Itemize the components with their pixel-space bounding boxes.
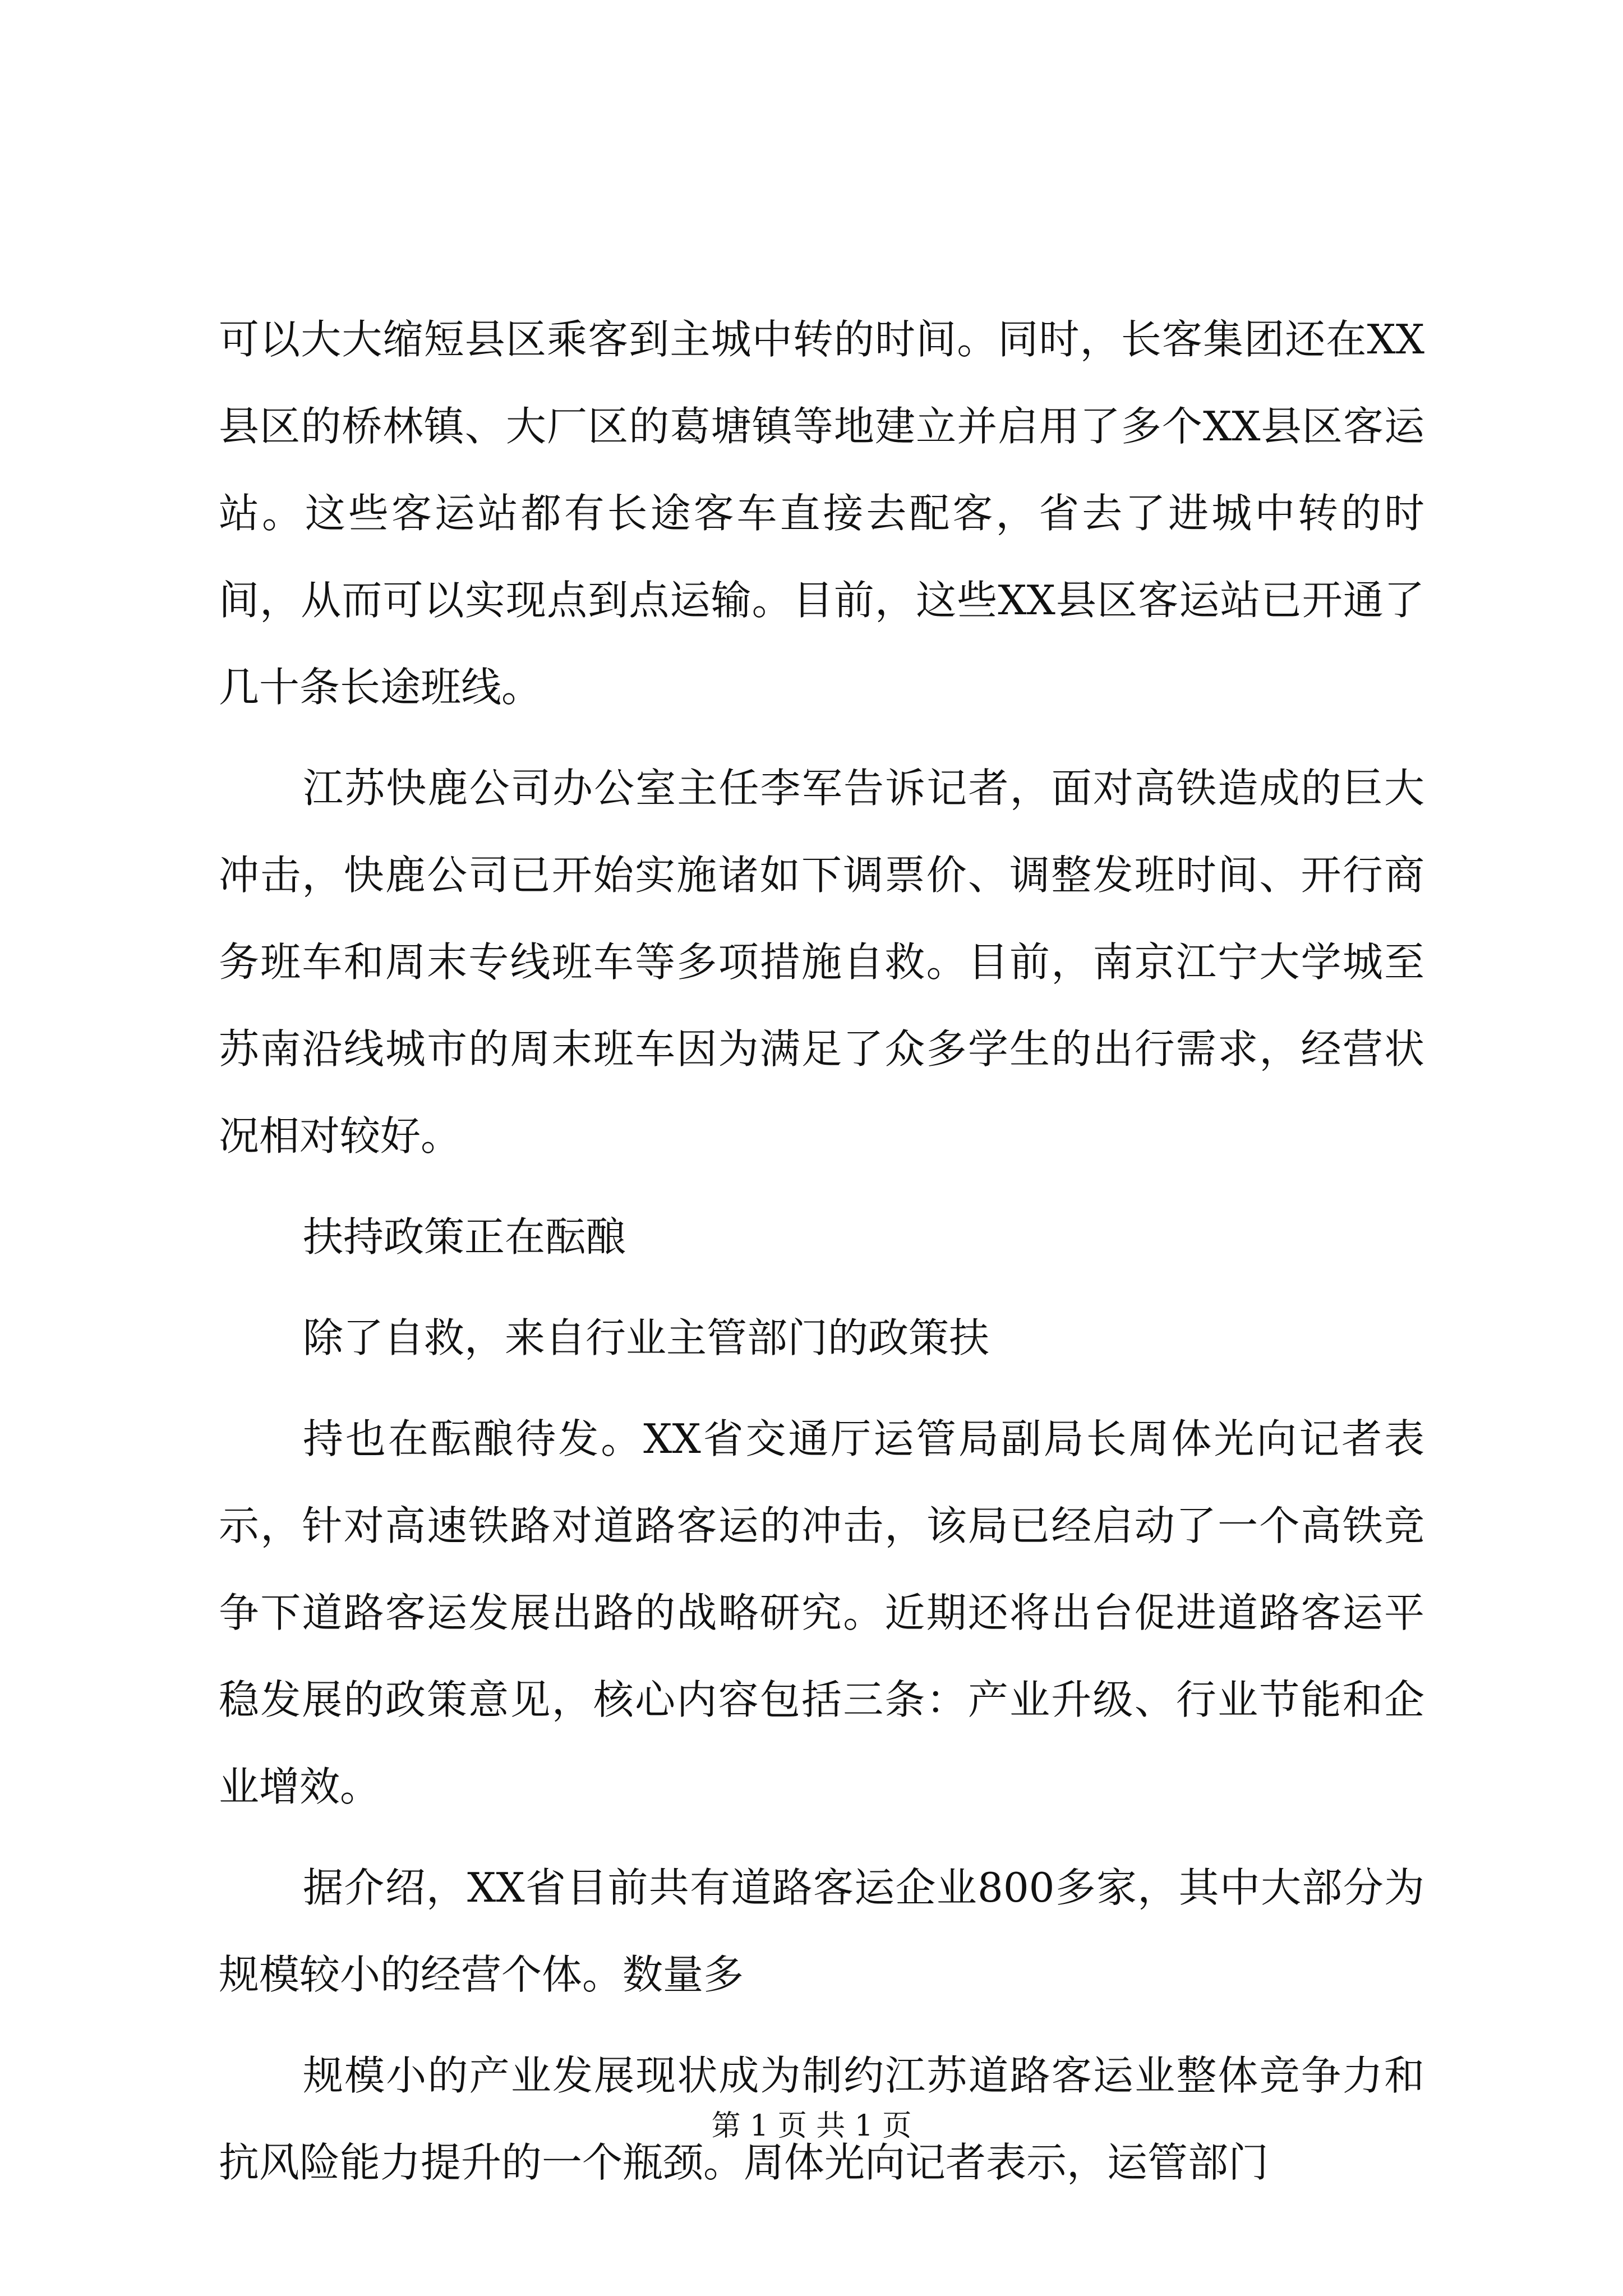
body-text [219,296,1424,2220]
paragraph: 江苏快鹿公司办公室主任李军告诉记者，面对高铁造成的巨大冲击，快鹿公司已开始实施诸如下调票价、调整发班时间、开行商务班车和周末专线班车等多项措施自救。目前，南京江宁大学城至苏南沿线城市的周末班车因为满足了众多学生的出行需求，经营状况相对较好。 [219,765,1424,1159]
page-footer: 第 1 页 共 1 页 [711,2109,912,2143]
section-heading: 扶持政策正在酝酿 [303,1213,626,1260]
paragraph-continuation: 可以大大缩短县区乘客到主城中转的时间。同时，长客集团还在XX县区的桥林镇、大厂区的葛塘镇等地建立并启用了多个XX县区客运站。这些客运站都有长途客车直接去配客，省去了进城中转的时间，从而可以实现点到点运输。目前，这些XX县区客运站已开通了几十条长途班线。 [219,316,1424,711]
paragraph: 持也在酝酿待发。XX省交通厅运管局副局长周体光向记者表示，针对高速铁路对道路客运的冲击，该局已经启动了一个高铁竞争下道路客运发展出路的战略研究。近期还将出台促进道路客运平稳发展的政策意见，核心内容包括三条：产业升级、行业节能和企业增效。 [219,1415,1424,1810]
paragraph: 规模小的产业发展现状成为制约江苏道路客运业整体竞争力和抗风险能力提升的一个瓶颈。周体光向记者表示，运管部门 [219,2052,1424,2186]
paragraph: 据介绍，XX省目前共有道路客运企业800多家，其中大部分为规模较小的经营个体。数量多 [219,1864,1424,1998]
paragraph: 除了自救，来自行业主管部门的政策扶 [303,1314,990,1361]
